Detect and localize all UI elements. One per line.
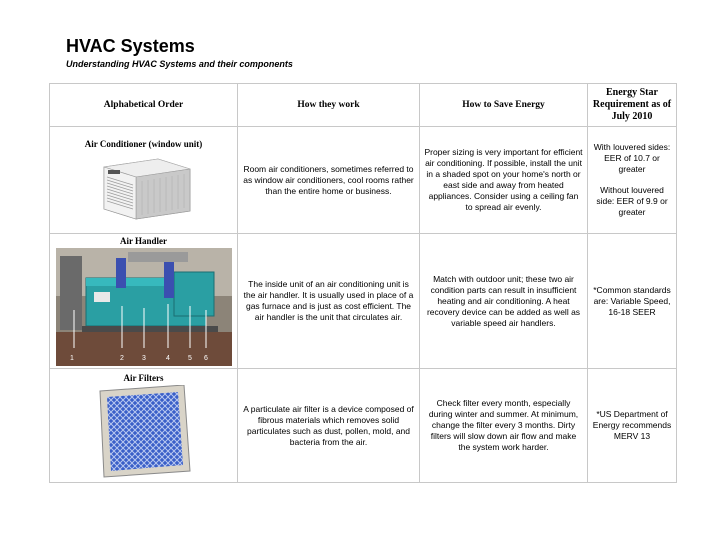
save-cell: Check filter every month, especially during winter and summer. At minimum, change the filter every 3 months. Dirty filters will slow down air flow and make the system work harder. — [420, 369, 588, 483]
page-subtitle: Understanding HVAC Systems and their components — [66, 59, 293, 69]
item-cell — [50, 234, 238, 369]
how-cell: Room air conditioners, sometimes referred to as window air conditioners, cool rooms rather than the entire home or business. — [238, 127, 420, 234]
energy-star-cell — [588, 127, 677, 234]
item-label: Air Filters — [123, 372, 164, 383]
callout-label: 3 — [141, 355, 146, 362]
callout-label: 4 — [165, 355, 170, 362]
header-save: How to Save Energy — [420, 84, 588, 127]
energy-star-cell: *Common standards are: Variable Speed, 16-18 SEER — [588, 234, 677, 369]
page-title: HVAC Systems — [66, 36, 195, 56]
energy-star-line: With louvered sides: EER of 10.7 or greater — [593, 142, 671, 174]
window-ac-image — [94, 153, 194, 221]
header-order: Alphabetical Order — [50, 84, 238, 127]
callout-label: 1 — [69, 355, 74, 362]
header-row — [50, 84, 677, 127]
hvac-table — [49, 83, 677, 483]
table-row — [50, 127, 677, 234]
item-cell — [50, 127, 238, 234]
item-label: Air Handler — [119, 236, 168, 246]
how-cell: A particulate air filter is a device composed of fibrous materials which removes solid particulates such as dust, pollen, mold, and bacteria from the air. — [238, 369, 420, 483]
callout-label: 6 — [203, 355, 208, 362]
save-cell: Proper sizing is very important for efficient air conditioning. If possible, install the unit in a shaded spot on your home's north or east side and away from heated appliances. Consider using a ceiling fan to spread air evenly. — [420, 127, 588, 234]
item-label: Air Conditioner (window unit) — [84, 139, 203, 149]
table-row — [50, 369, 677, 483]
energy-star-line: Without louvered side: EER of 9.9 or greater — [596, 185, 668, 217]
table-row — [50, 234, 677, 369]
item-cell — [50, 369, 238, 483]
header-how: How they work — [238, 84, 420, 127]
callout-label: 5 — [187, 355, 192, 362]
save-cell: Match with outdoor unit; these two air condition parts can result in insufficient heating and air conditioning. A heat recovery device can be added as well as variable speed air handlers. — [420, 234, 588, 369]
air-handler-image — [56, 248, 232, 366]
air-filter-image — [96, 385, 192, 479]
how-cell: The inside unit of an air conditioning unit is the air handler. It is usually used in place of a gas furnace and is just as cost efficient. The air handler is the unit that circulates air. — [238, 234, 420, 369]
energy-star-cell: *US Department of Energy recommends MERV 13 — [588, 369, 677, 483]
header-energy-star: Energy Star Requirement as of July 2010 — [588, 84, 677, 127]
callout-label: 2 — [119, 355, 124, 362]
